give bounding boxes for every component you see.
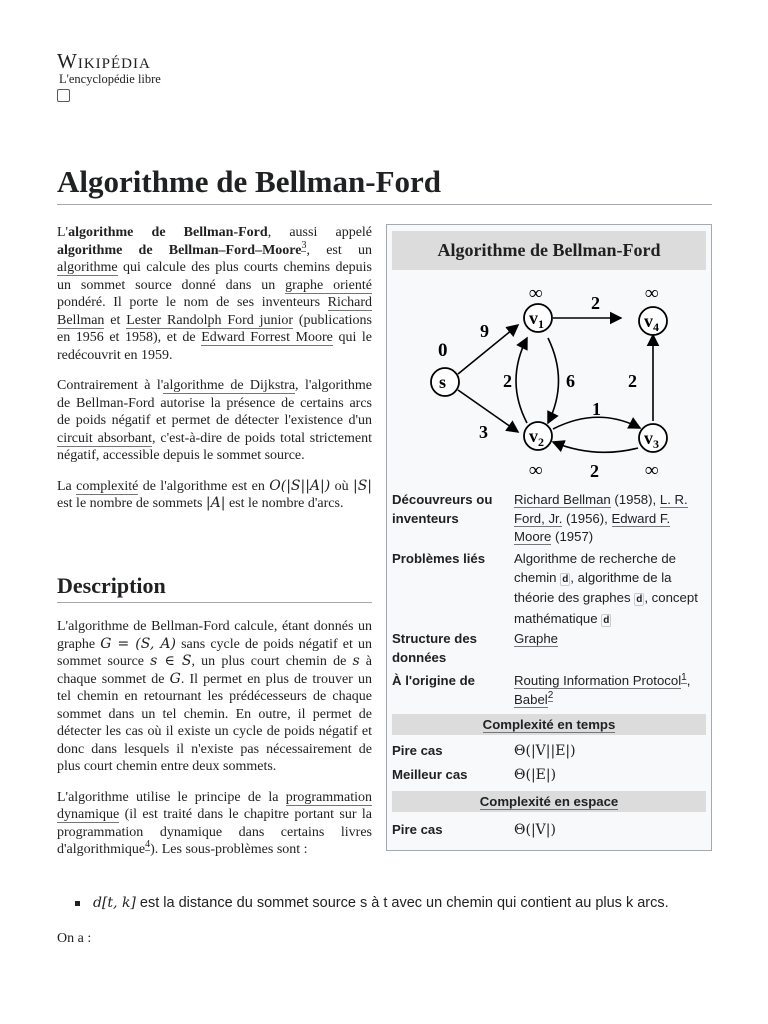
weight-s-v2: 3: [479, 422, 488, 442]
link-lr-ford[interactable]: L. R. Ford, Jr.: [514, 492, 688, 526]
link-edward-moore[interactable]: Edward Forrest Moore: [201, 330, 333, 345]
link-rip[interactable]: Routing Information Protocol: [514, 673, 682, 688]
bellman-ford-graph-diagram: [423, 281, 683, 481]
link-babel[interactable]: Babel: [514, 691, 548, 707]
edge-s-v2: [458, 390, 518, 432]
logo-wordmark: Wikipédia: [57, 49, 151, 73]
weight-v1-v2: 6: [566, 371, 575, 391]
link-edward-f-moore[interactable]: Edward F. Moore: [514, 510, 671, 544]
reference-1[interactable]: 1: [681, 671, 687, 683]
math-complexity: O(|S||A|): [269, 477, 331, 494]
menu-checkbox[interactable]: [57, 89, 70, 102]
header-space-complexity: Complexité en espace: [392, 791, 706, 812]
link-graphe[interactable]: Graphe: [514, 631, 558, 646]
reference-3[interactable]: 3: [301, 239, 307, 251]
description-paragraph-2: L'algorithme utilise le principe de la programmation dynamique (il est traité dans le chapitre portant sur la programmation dynamique dans certains livres d'algorithmique$^4$). Les sous-problèmes sont :: [57, 789, 372, 857]
weight-v2-v1: 2: [503, 371, 512, 391]
intro-section: [57, 224, 372, 526]
node-label-v4: $v_4$: [644, 311, 659, 334]
dist-v1: ∞: [529, 283, 543, 304]
weight-s-v1: 9: [480, 321, 489, 341]
section-heading-description: Description: [57, 573, 372, 603]
node-label-v2: $v_2$: [529, 426, 544, 449]
edge-v1-v2: [548, 338, 559, 423]
link-complexite[interactable]: complexité: [76, 478, 139, 494]
page-title: Algorithme de Bellman-Ford: [57, 163, 712, 205]
node-label-s: s: [439, 372, 447, 392]
weight-v2-v3: 1: [592, 399, 601, 419]
list-item: d[t, k] est la distance du sommet source s à t avec un chemin qui contient au plus k arcs.: [93, 895, 669, 911]
weight-v3-v4: 2: [628, 371, 637, 391]
edge-v2-v3: [553, 417, 640, 429]
infobox-title: Algorithme de Bellman-Ford: [392, 231, 706, 270]
link-graphe-oriente[interactable]: graphe orienté: [285, 277, 372, 293]
weight-v1-v4: 2: [591, 293, 600, 313]
node-label-v1: $v_1$: [529, 308, 544, 331]
infobox: Algorithme de Bellman-Ford s $v_1$ $v_2$ $v_3$ $v_4$ 0 ∞ ∞ ∞ ∞ 9 3 2 2 6 1 2 2 Découvreurs ou inventeurs Richard Bellman (1958), L. R. Ford, Jr. (1956), Edward F. Moore (1957) Problèmes liés Algorithme de recherche de chemin d , algorithme de la théorie des graphes d , concept mathématique d Structure des données Graphe À l'origine de Routing Information Protocol$^1$, Babel$^2$ Complexité en temps Pire cas Θ(|V||E|) Meilleur cas Θ(|E|) Complexité en espace Pire cas Θ(|V|): [386, 224, 712, 851]
math-s: |S|: [352, 477, 373, 494]
intro-paragraph-1: L'algorithme de Bellman-Ford, aussi appelé algorithme de Bellman–Ford–Moore$^3$, est un algorithme qui calcule des plus courts chemins depuis un sommet source donné dans un graphe orienté pondéré. Il porte le nom de ses inventeurs Richard Bellman et Lester Randolph Ford junior (publications en 1956 et 1958), et de Edward Forrest Moore qui le redécouvrit en 1959.: [57, 225, 373, 363]
description-section: [57, 618, 372, 872]
link-lester-ford[interactable]: Lester Randolph Ford junior: [126, 312, 294, 328]
edge-v2-v1: [516, 338, 527, 423]
edge-v3-v2: [553, 442, 638, 452]
link-circuit-absorbant[interactable]: circuit absorbant: [57, 430, 153, 446]
dist-s: 0: [438, 340, 448, 361]
intro-paragraph-3: La complexité de l'algorithme est en O(|S||A|) où |S| est le nombre de sommets |A| est le nombre d'arcs.: [57, 477, 373, 511]
dist-v3: ∞: [645, 460, 659, 481]
link-dijkstra[interactable]: algorithme de Dijkstra: [163, 378, 296, 393]
reference-4[interactable]: 4: [145, 839, 151, 851]
intro-paragraph-2: Contrairement à l'algorithme de Dijkstra, l'algorithme de Bellman-Ford autorise la présence de certains arcs de poids négatif et permet de détecter l'existence d'un circuit absorbant, c'est-à-dire de poids total strictement négatif, accessible depuis le sommet source.: [57, 378, 373, 463]
link-richard-bellman-infobox[interactable]: Richard Bellman: [514, 492, 611, 507]
wikidata-icon[interactable]: d: [636, 594, 643, 605]
math-a: |A|: [205, 495, 226, 511]
subproblem-list: [75, 893, 715, 913]
dist-v2: ∞: [529, 460, 543, 481]
wikidata-icon[interactable]: d: [603, 614, 610, 626]
weight-v3-v2: 2: [590, 461, 599, 481]
wikidata-icon[interactable]: d: [562, 573, 569, 585]
bullet-marker: [75, 901, 80, 906]
wikipedia-logo[interactable]: [57, 50, 161, 102]
link-programmation-dynamique[interactable]: programmation dynamique: [57, 789, 372, 822]
dist-v4: ∞: [645, 283, 659, 304]
header-time-complexity: Complexité en temps: [392, 714, 706, 735]
link-richard-bellman[interactable]: Richard Bellman: [57, 295, 372, 328]
on-a-text: On a :: [57, 931, 92, 946]
node-label-v3: $v_3$: [644, 428, 659, 451]
reference-2[interactable]: 2: [547, 690, 554, 702]
logo-tagline: L'encyclopédie libre: [59, 72, 161, 86]
link-algorithme[interactable]: algorithme: [57, 260, 118, 275]
description-paragraph-1: L'algorithme de Bellman-Ford calcule, étant donnés un graphe G = (S, A) sans cycle de poids négatif et un sommet source s ∈ S, un plus court chemin de s à chaque sommet de G. Il permet en plus de trouver un tel chemin en retournant les prédécesseurs de chaque sommet dans un tel chemin. En outre, il permet de détecter les cas où il existe un cycle de poids négatif et donc dans lesquels il n'existe pas nécessairement de plus court chemin entre deux sommets.: [57, 619, 373, 774]
